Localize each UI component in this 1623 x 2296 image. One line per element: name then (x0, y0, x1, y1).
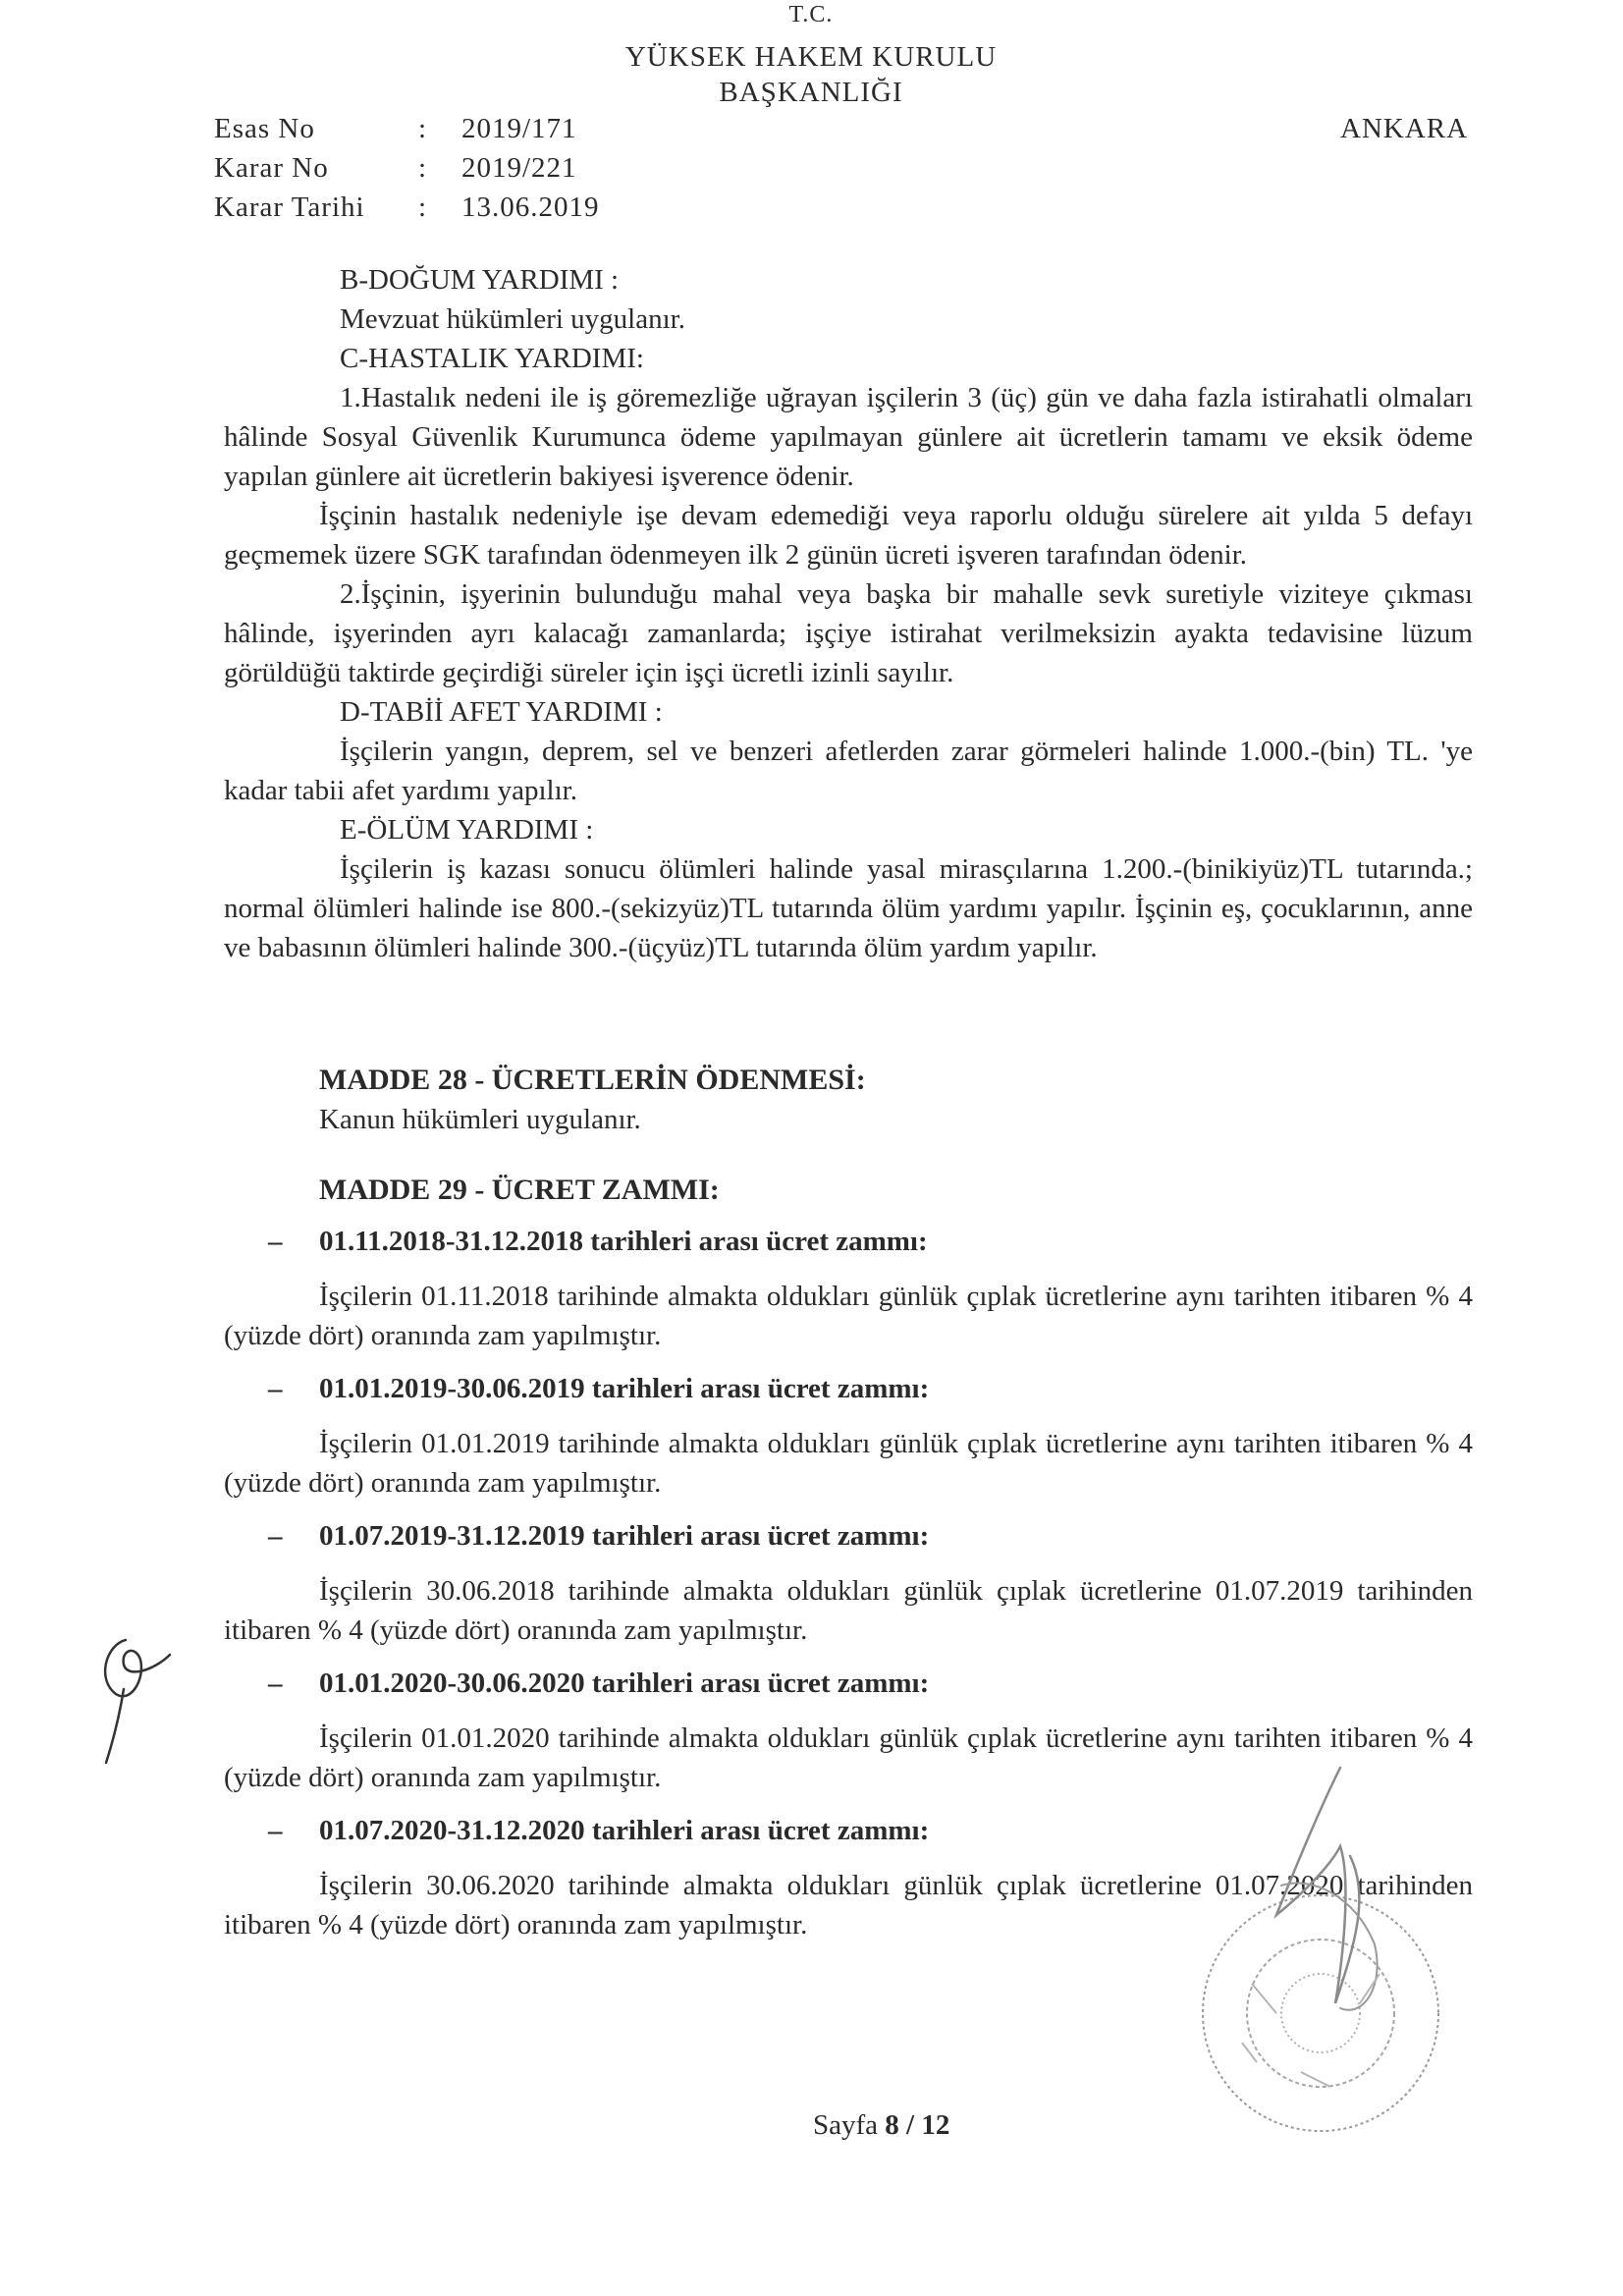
section-e-text: İşçilerin iş kazası sonucu ölümleri halinde yasal mirasçılarına 1.200.-(binikiyüz)TL tutarında.; normal ölümleri halinde ise 800.-(sekizyüz)TL tutarında ölüm yardımı yapılır. İşçinin eş, çocuklarının, anne ve babasının ölümleri halinde 300.-(üçyüz)TL tutarında ölüm yardım yapılır. (224, 853, 1473, 963)
body-sections (224, 260, 1473, 967)
item-heading (224, 1516, 1473, 1556)
meta-value: 2019/171 (461, 113, 577, 144)
item-heading (224, 1369, 1473, 1408)
item-dash: – (268, 1373, 283, 1404)
item-heading (224, 1664, 1473, 1703)
item-text: İşçilerin 30.06.2020 tarihinde almakta oldukları günlük çıplak ücretlerine 01.07.2020 tarihinden itibaren % 4 (yüzde dört) oranında zam yapılmıştır. (224, 1870, 1473, 1941)
page-number (813, 2109, 949, 2142)
section-b-title: B-DOĞUM YARDIMI : (340, 264, 620, 296)
meta-label: Karar No (214, 152, 329, 184)
meta-label: Esas No (214, 113, 315, 144)
meta-colon: : (418, 113, 428, 144)
section-b-text: Mevzuat hükümleri uygulanır. (340, 303, 685, 335)
page-total: 12 (921, 2109, 950, 2141)
official-stamp-icon (1183, 1748, 1478, 2160)
item-heading-text: 01.07.2019-31.12.2019 tarihleri arası ücret zammı: (319, 1520, 930, 1552)
madde-28-text: Kanun hükümleri uygulanır. (319, 1104, 641, 1135)
initial-mark-icon (86, 1620, 175, 1768)
page-separator: / (906, 2109, 915, 2141)
meta-value: 2019/221 (461, 152, 577, 184)
page-prefix: Sayfa (813, 2109, 879, 2141)
meta-colon: : (418, 152, 428, 184)
item-heading-text: 01.01.2019-30.06.2019 tarihleri arası ücret zammı: (319, 1373, 930, 1404)
header-city: ANKARA (1340, 113, 1469, 144)
section-c-paragraph-1: 1.Hastalık nedeni ile iş göremezliğe uğrayan işçilerin 3 (üç) gün ve daha fazla istirahatli olmaları hâlinde Sosyal Güvenlik Kurumunca ödeme yapılmayan günlere ait ücretlerin tamamı ve eksik ödeme yapılan günlere ait ücretlerin bakiyesi işverence ödenir. (224, 382, 1473, 492)
page-current: 8 (885, 2109, 899, 2141)
item-text: İşçilerin 01.11.2018 tarihinde almakta oldukları günlük çıplak ücretlerine aynı tarihten itibaren % 4 (yüzde dört) oranında zam yapılmıştır. (224, 1281, 1473, 1351)
list-item (224, 1369, 1473, 1503)
section-d-text: İşçilerin yangın, deprem, sel ve benzeri afetlerden zarar görmeleri halinde 1.000.-(bin) TL. 'ye kadar tabii afet yardımı yapılır. (224, 736, 1473, 806)
madde-28-title: MADDE 28 - ÜCRETLERİN ÖDENMESİ: (319, 1064, 866, 1096)
meta-label: Karar Tarihi (214, 191, 365, 223)
item-text: İşçilerin 01.01.2019 tarihinde almakta oldukları günlük çıplak ücretlerine aynı tarihten itibaren % 4 (yüzde dört) oranında zam yapılmıştır. (224, 1428, 1473, 1499)
section-c-paragraph-3: 2.İşçinin, işyerinin bulunduğu mahal veya başka bir mahalle sevk suretiyle viziteye çıkması hâlinde, işyerinden ayrı kalacağı zamanlarda; işçiye istirahat verilmeksizin ayakta tedavisine lüzum görüldüğü taktirde geçirdiği süreler için işçi ücretli izinli sayılır. (224, 578, 1473, 688)
list-item (224, 1516, 1473, 1650)
item-heading (224, 1222, 1473, 1261)
item-dash: – (268, 1667, 283, 1699)
meta-esas (0, 113, 785, 152)
header-title: YÜKSEK HAKEM KURULU (624, 41, 998, 73)
item-dash: – (268, 1226, 283, 1257)
item-heading-text: 01.01.2020-30.06.2020 tarihleri arası ücret zammı: (319, 1667, 930, 1699)
meta-value: 13.06.2019 (461, 191, 600, 223)
section-e-title: E-ÖLÜM YARDIMI : (340, 814, 594, 846)
madde-29-title: MADDE 29 - ÜCRET ZAMMI: (319, 1174, 720, 1206)
section-c-title: C-HASTALIK YARDIMI: (340, 343, 644, 374)
header-subtitle: BAŞKANLIĞI (719, 77, 903, 108)
item-text: İşçilerin 30.06.2018 tarihinde almakta oldukları günlük çıplak ücretlerine 01.07.2019 tarihinden itibaren % 4 (yüzde dört) oranında zam yapılmıştır. (224, 1575, 1473, 1646)
list-item (224, 1222, 1473, 1355)
madde-28 (224, 1061, 1473, 1139)
item-heading-text: 01.07.2020-31.12.2020 tarihleri arası ücret zammı: (319, 1815, 930, 1846)
item-text: İşçilerin 01.01.2020 tarihinde almakta oldukları günlük çıplak ücretlerine aynı tarihten itibaren % 4 (yüzde dört) oranında zam yapılmıştır. (224, 1722, 1473, 1793)
meta-karar-tarihi (0, 191, 785, 231)
section-d-title: D-TABİİ AFET YARDIMI : (340, 696, 663, 728)
item-dash: – (268, 1815, 283, 1846)
header-top: T.C. (788, 2, 834, 27)
item-heading-text: 01.11.2018-31.12.2018 tarihleri arası ücret zammı: (319, 1226, 928, 1257)
meta-karar (0, 152, 785, 191)
item-dash: – (268, 1520, 283, 1552)
section-c-paragraph-2: İşçinin hastalık nedeniyle işe devam edemediği veya raporlu olduğu sürelere ait yılda 5 defayı geçmemek üzere SGK tarafından ödenmeyen ilk 2 günün ücreti işveren tarafından ödenir. (224, 500, 1473, 571)
meta-colon: : (418, 191, 428, 223)
